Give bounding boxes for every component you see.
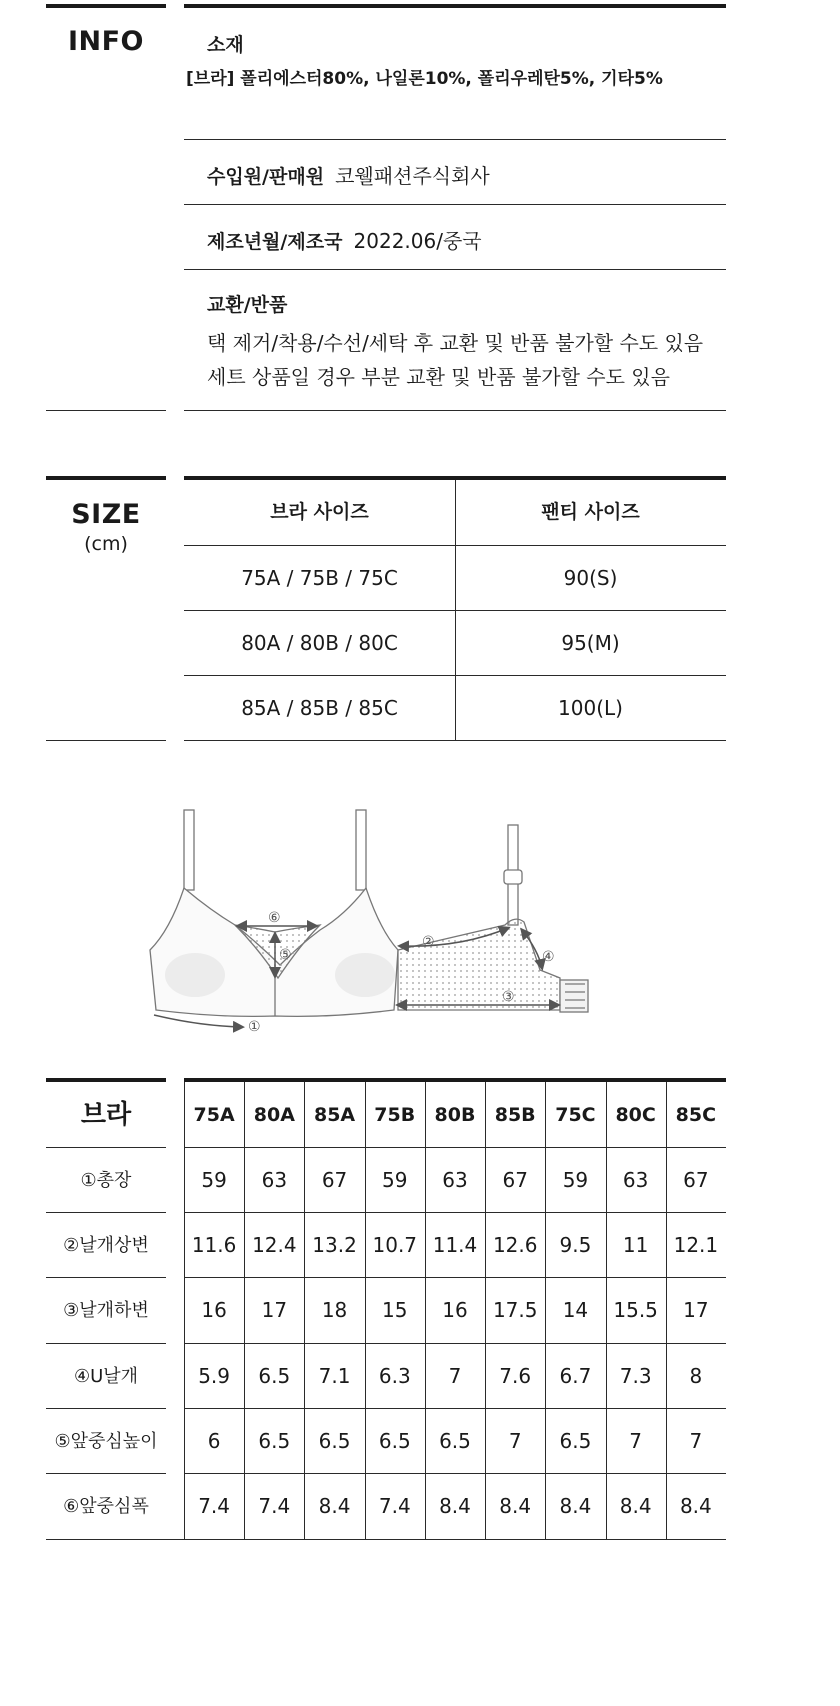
bra-table-cell: 6 bbox=[207, 1428, 221, 1453]
bra-table-cell: 7 bbox=[629, 1428, 642, 1453]
bra-size-header: 80C bbox=[615, 1104, 656, 1126]
bra-table-cell: 17.5 bbox=[492, 1298, 538, 1323]
bra-table-cell: 6.5 bbox=[258, 1428, 291, 1453]
bra-table-cell: 10.7 bbox=[372, 1233, 418, 1258]
bra-table-cell: 7 bbox=[689, 1428, 703, 1453]
bra-table-cell: 7.6 bbox=[499, 1363, 532, 1388]
size-row-3-bra: 85A / 85B / 85C bbox=[241, 696, 398, 720]
bra-table-cell: 8.4 bbox=[499, 1494, 532, 1518]
bra-table-cell: 63 bbox=[622, 1168, 649, 1192]
info-divider-2 bbox=[184, 204, 726, 205]
bra-table-cell: 67 bbox=[502, 1168, 528, 1192]
bra-row-label: ⑤앞중심높이 bbox=[54, 1430, 158, 1452]
bra-table-cell: 7.4 bbox=[258, 1494, 291, 1518]
importer-value: 코웰패션주식회사 bbox=[335, 164, 490, 188]
bra-table-cell: 7 bbox=[448, 1363, 462, 1388]
info-left-top-rule bbox=[46, 4, 166, 8]
size-left-top-rule bbox=[46, 476, 166, 480]
bra-table-cell: 18 bbox=[321, 1298, 348, 1323]
bra-table-cell: 12.1 bbox=[673, 1233, 719, 1258]
size-unit: (cm) bbox=[84, 533, 128, 555]
marker-5: ⑤ bbox=[279, 947, 292, 963]
bra-size-header: 85B bbox=[494, 1104, 536, 1126]
bra-table-cell: 7.4 bbox=[198, 1494, 231, 1518]
size-table bbox=[184, 480, 726, 741]
bra-row-label: ①총장 bbox=[80, 1170, 132, 1191]
bra-size-header: 75A bbox=[193, 1104, 235, 1126]
marker-3: ③ bbox=[502, 989, 515, 1005]
bra-table-cell: 63 bbox=[442, 1168, 468, 1192]
bra-table-cell: 12.6 bbox=[492, 1233, 538, 1258]
bra-table-cell: 8.4 bbox=[318, 1494, 351, 1518]
bra-table-cell: 8.4 bbox=[439, 1494, 471, 1518]
bra-table-cell: 8.4 bbox=[559, 1494, 592, 1518]
exchange-label: 교환/반품 bbox=[207, 294, 288, 316]
bra-table-cell: 7.3 bbox=[619, 1363, 652, 1388]
bra-table-cell: 8 bbox=[689, 1363, 703, 1388]
bra-table-cell: 15.5 bbox=[613, 1298, 658, 1323]
exchange-line-2: 세트 상품일 경우 부분 교환 및 반품 불가할 수도 있음 bbox=[207, 365, 670, 389]
info-divider-3 bbox=[184, 269, 726, 270]
bra-table-cell: 11.6 bbox=[191, 1233, 237, 1258]
size-heading: SIZE bbox=[71, 499, 141, 530]
size-row-2-panty: 95(M) bbox=[561, 631, 620, 655]
bra-table-cell: 6.7 bbox=[559, 1363, 592, 1388]
bra-table-cell: 8.4 bbox=[679, 1494, 712, 1518]
bra-table-cell: 7.1 bbox=[318, 1363, 351, 1388]
size-row-1-panty: 90(S) bbox=[563, 566, 618, 590]
info-bottom-right-rule bbox=[184, 410, 726, 411]
bra-measurement-diagram bbox=[140, 800, 610, 1040]
size-row-2-bra: 80A / 80B / 80C bbox=[241, 631, 398, 655]
material-label: 소재 bbox=[207, 34, 244, 56]
marker-4: ④ bbox=[542, 949, 555, 965]
bra-table-cell: 6.5 bbox=[378, 1428, 411, 1453]
bra-size-header: 75B bbox=[374, 1104, 416, 1126]
bra-table-cell: 16 bbox=[201, 1298, 227, 1323]
size-col-panty: 팬티 사이즈 bbox=[541, 501, 640, 523]
marker-1: ① bbox=[248, 1019, 261, 1035]
info-divider-1 bbox=[184, 139, 726, 140]
size-bottom-right-rule bbox=[184, 740, 726, 741]
bra-table-cell: 59 bbox=[382, 1168, 408, 1192]
bra-size-header: 75C bbox=[555, 1104, 596, 1126]
marker-2: ② bbox=[422, 934, 435, 950]
bra-size-header: 85A bbox=[313, 1104, 356, 1126]
bra-table-cell: 16 bbox=[442, 1298, 468, 1323]
bra-row-label: ④U날개 bbox=[73, 1365, 139, 1387]
size-col-bra: 브라 사이즈 bbox=[270, 501, 369, 523]
bra-side-wing bbox=[398, 825, 588, 1012]
exchange-line-1: 택 제거/착용/수선/세탁 후 교환 및 반품 불가할 수도 있음 bbox=[207, 331, 704, 355]
bra-table-cell: 59 bbox=[562, 1168, 589, 1192]
bra-table-cell: 11 bbox=[622, 1233, 649, 1258]
bra-table-cell: 15 bbox=[382, 1298, 408, 1323]
info-heading: INFO bbox=[67, 26, 145, 57]
bra-table-cell: 6.5 bbox=[318, 1428, 351, 1453]
bra-size-header: 85C bbox=[675, 1104, 717, 1126]
measure-arrow-1 bbox=[154, 1015, 242, 1027]
bra-table-cell: 9.5 bbox=[559, 1233, 592, 1258]
bra-size-header: 80B bbox=[434, 1104, 476, 1126]
bra-table-cell: 12.4 bbox=[252, 1233, 297, 1258]
bra-table-cell: 67 bbox=[321, 1168, 348, 1192]
importer-label: 수입원/판매원 bbox=[207, 166, 325, 188]
bra-table-heading: 브라 bbox=[80, 1100, 132, 1130]
bra-size-header: 80A bbox=[253, 1104, 295, 1126]
bra-table-cell: 6.3 bbox=[378, 1363, 411, 1388]
bra-table-cell: 63 bbox=[261, 1168, 288, 1192]
manufacture-label: 제조년월/제조국 bbox=[207, 231, 343, 253]
bra-table-cell: 17 bbox=[261, 1298, 288, 1323]
bra-table-cell: 14 bbox=[562, 1298, 589, 1323]
size-row-3-panty: 100(L) bbox=[558, 696, 623, 720]
bra-table-cell: 8.4 bbox=[619, 1494, 652, 1518]
info-bottom-left-rule bbox=[46, 410, 166, 411]
bra-measure-table bbox=[46, 1082, 726, 1540]
manufacture-value: 2022.06/중국 bbox=[353, 229, 482, 253]
bra-table-cell: 17 bbox=[683, 1298, 709, 1323]
bra-table-cell: 13.2 bbox=[312, 1233, 357, 1258]
marker-6: ⑥ bbox=[268, 910, 281, 926]
manufacture-row bbox=[207, 225, 482, 254]
bra-table-cell: 7.4 bbox=[378, 1494, 411, 1518]
info-right-top-rule bbox=[184, 4, 726, 8]
bra-row-label: ②날개상변 bbox=[63, 1235, 149, 1257]
bra-row-label: ⑥앞중심폭 bbox=[63, 1496, 149, 1517]
bra-table-cell: 6.5 bbox=[258, 1363, 291, 1388]
bra-table-cell: 11.4 bbox=[432, 1233, 478, 1258]
size-row-1-bra: 75A / 75B / 75C bbox=[241, 566, 398, 590]
bra-row-label: ③날개하변 bbox=[63, 1300, 149, 1322]
bra-table-cell: 6.5 bbox=[559, 1428, 592, 1453]
bra-table-cell: 5.9 bbox=[198, 1363, 231, 1388]
bra-table-cell: 67 bbox=[683, 1168, 709, 1192]
material-value: [브라] 폴리에스터80%, 나일론10%, 폴리우레탄5%, 기타5% bbox=[186, 69, 663, 89]
bra-table-cell: 59 bbox=[201, 1168, 227, 1192]
bra-table-cell: 7 bbox=[508, 1428, 522, 1453]
bra-table-cell: 6.5 bbox=[439, 1428, 471, 1453]
importer-row bbox=[207, 160, 490, 189]
size-bottom-left-rule bbox=[46, 740, 166, 741]
bra-table-bottom-rule bbox=[46, 1539, 726, 1540]
